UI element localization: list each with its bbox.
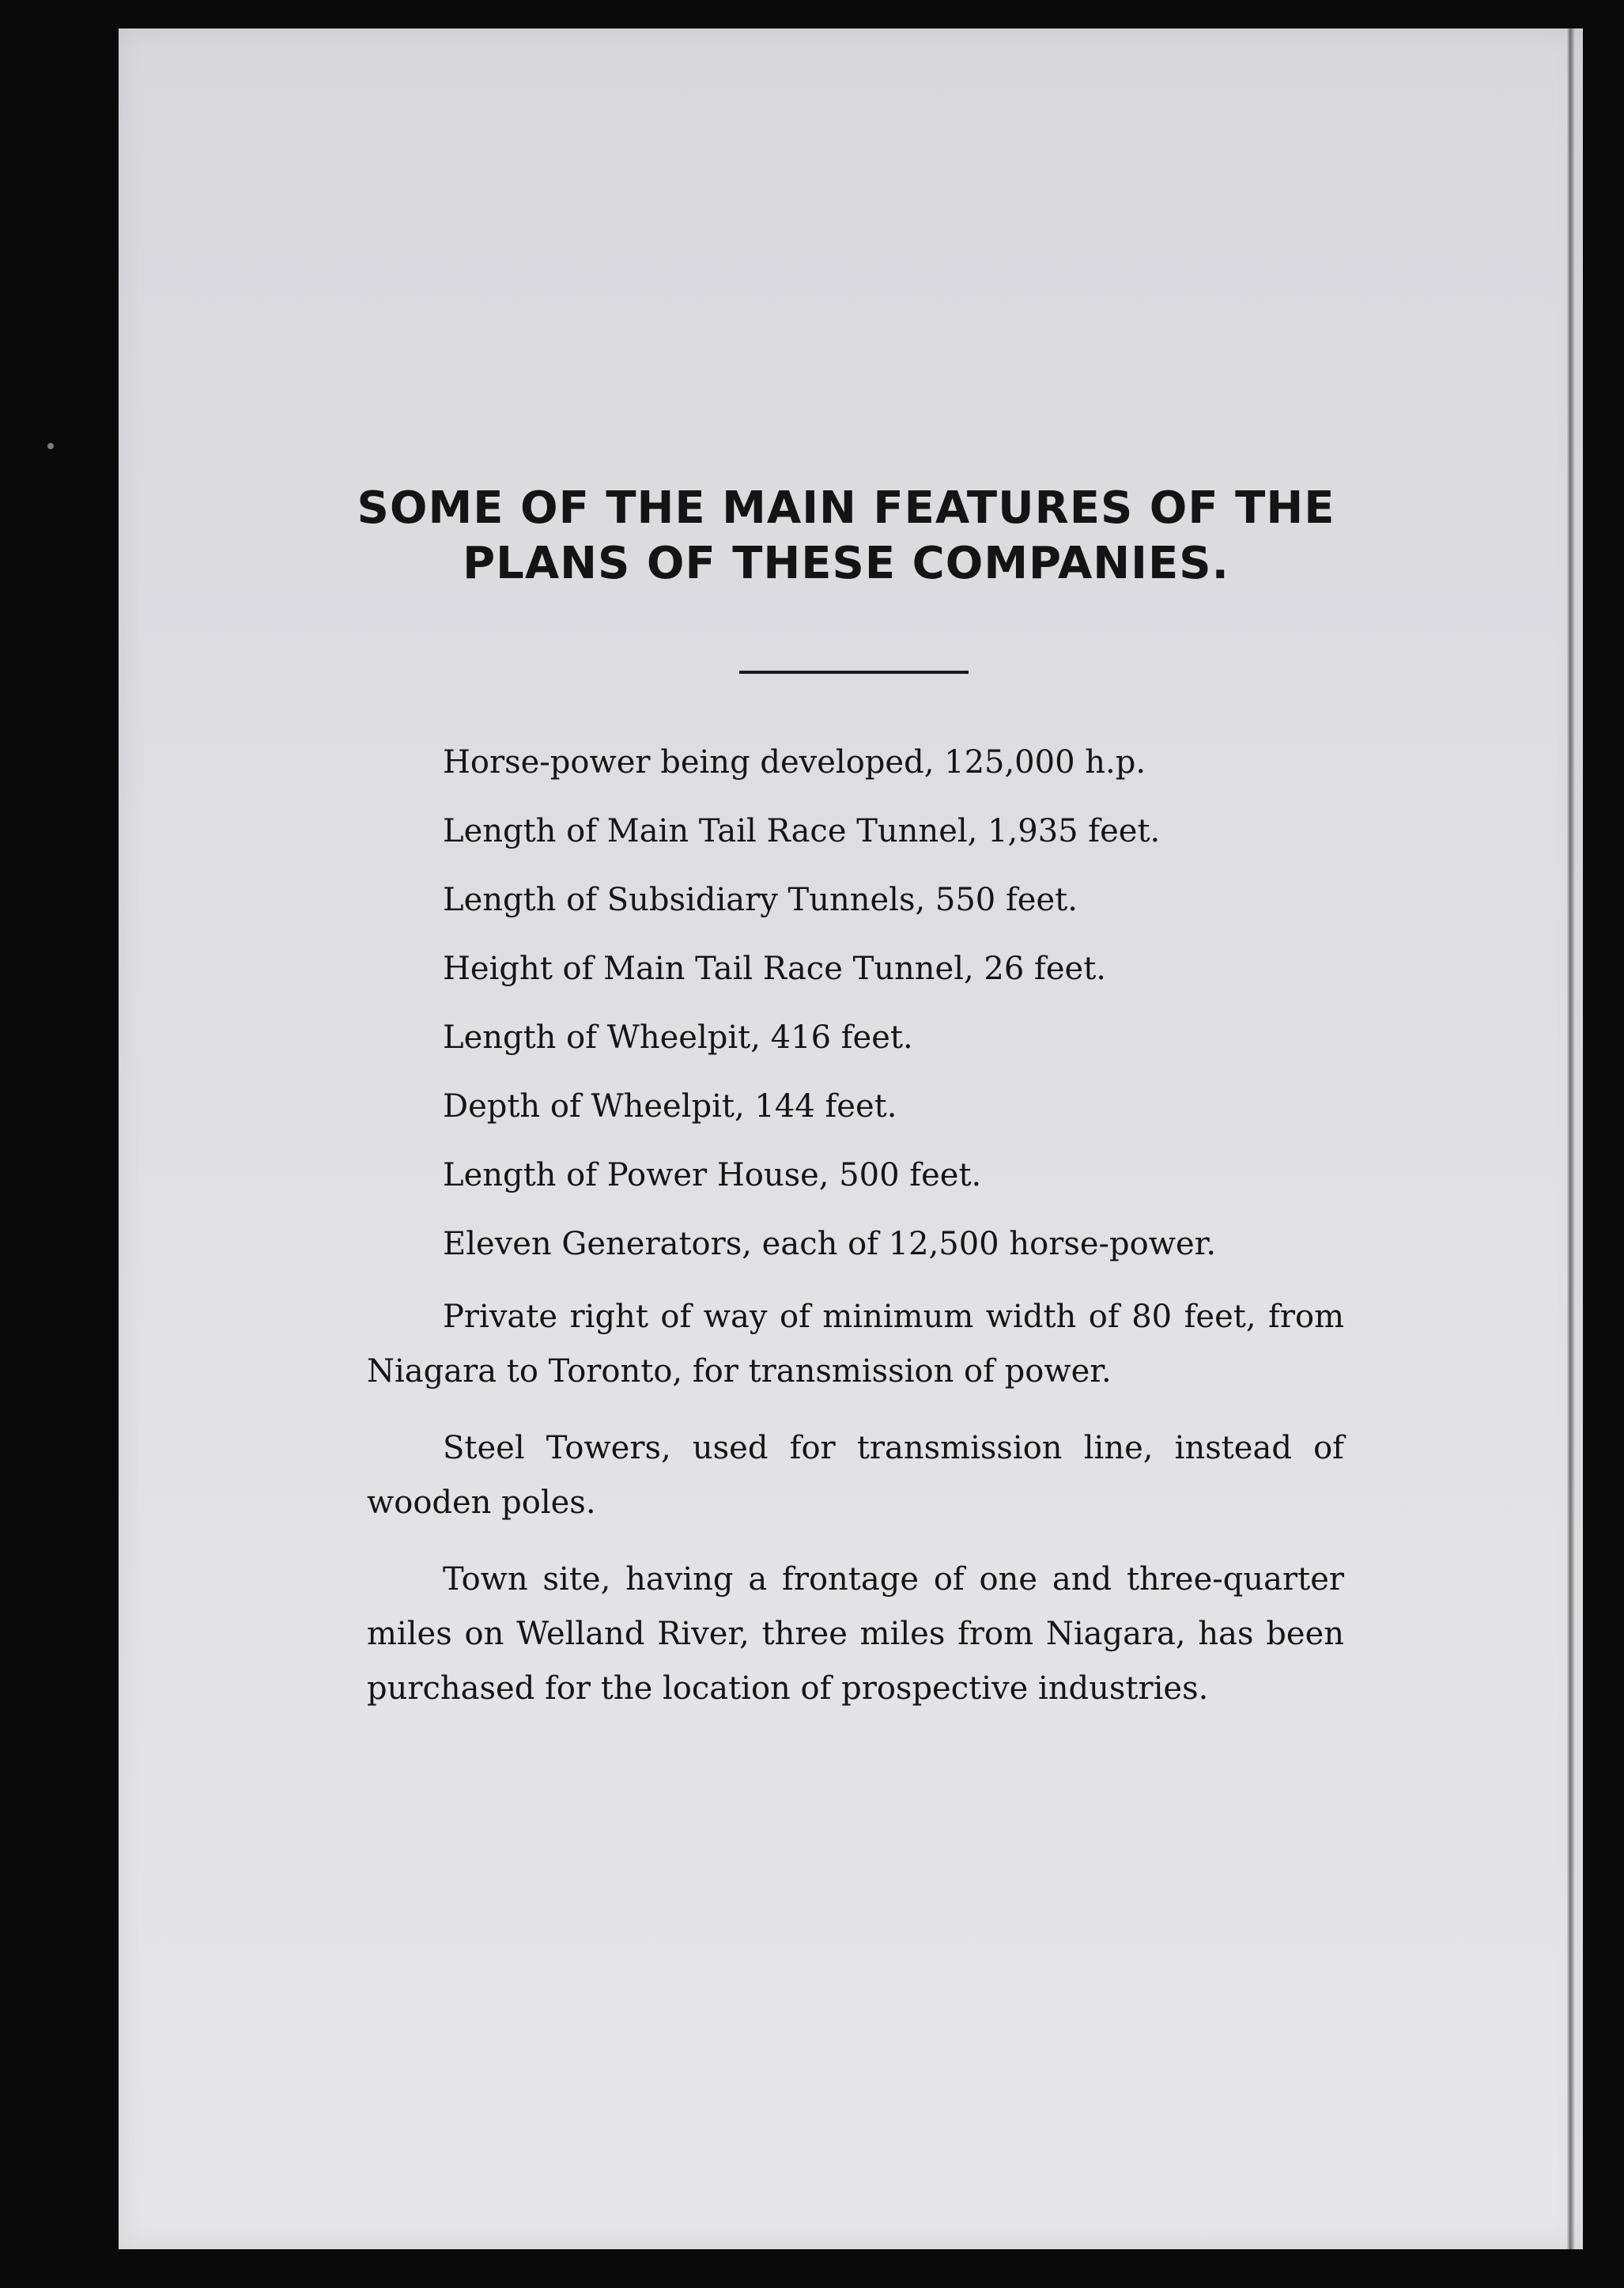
feature-item: Length of Power House, 500 feet. — [443, 1157, 982, 1193]
heading-line-2: PLANS OF THESE COMPANIES. — [463, 538, 1229, 589]
paragraph-town-site: Town site, having a frontage of one and three-quarter miles on Welland River, three miles from Niagara, has been purchased for the location of prospective industries. — [367, 1561, 1344, 1707]
feature-item: Eleven Generators, each of 12,500 horse-power. — [443, 1226, 1217, 1262]
features-body — [367, 739, 1344, 1738]
heading-line-1: SOME OF THE MAIN FEATURES OF THE — [357, 482, 1335, 534]
feature-item: Horse-power being developed, 125,000 h.p. — [443, 744, 1146, 781]
page-edge — [1567, 28, 1575, 2249]
feature-item: Length of Wheelpit, 416 feet. — [443, 1019, 913, 1056]
feature-item: Length of Subsidiary Tunnels, 550 feet. — [443, 882, 1078, 918]
feature-item: Height of Main Tail Race Tunnel, 26 feet. — [443, 951, 1106, 987]
feature-item: Depth of Wheelpit, 144 feet. — [443, 1088, 897, 1125]
paragraph-right-of-way: Private right of way of minimum width of 80 feet, from Niagara to Toronto, for transmission of power. — [367, 1299, 1344, 1390]
paragraph-steel-towers: Steel Towers, used for transmission line, instead of wooden poles. — [367, 1430, 1344, 1521]
feature-item: Length of Main Tail Race Tunnel, 1,935 feet. — [443, 813, 1161, 849]
dust-speck — [47, 443, 54, 449]
page-heading — [348, 481, 1344, 592]
heading-divider — [739, 671, 969, 674]
